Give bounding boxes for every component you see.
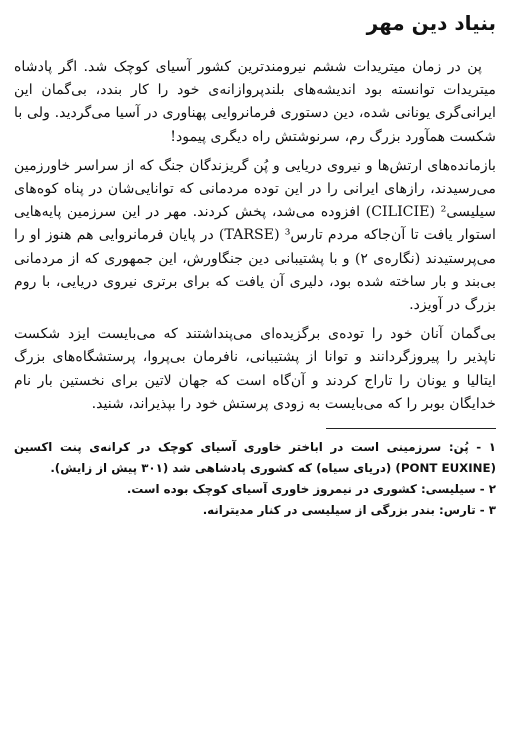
footnote-3: ۳ - تارس: بندر بزرگی از سیلیسی در کنار مدیترانه.: [202, 503, 496, 518]
body-text: [14, 56, 496, 416]
footnote-1: ۱ - پُن: سرزمینی است در اباختر خاوری آسیای کوچک در کرانه‌ی پنت اکسین (PONT EUXINE) (دریای سیاه) که کشوری پادشاهی شد (۳۰۱ پیش از زایش).: [14, 440, 496, 476]
footnote-divider: [326, 428, 496, 429]
footnotes: [14, 437, 496, 521]
paragraph-2: بازمانده‌های ارتش‌ها و نیروی دریایی و پُن گریزندگان جنگ که از سراسر خاورزمین می‌رسیدند، رازهای ایرانی را در این توده مردمانی که توانایی‌شان در پناه کوه‌های سیلیسی² (CILICIE) افزوده می‌شد، پخش کردند. مهر در این سرزمین پایه‌هایی استوار یافت تا آن‌جاکه مردم تارس³ (TARSE) در پایان فرمانروایی هم هنوز او را می‌پرستیدند (نگاره‌ی ۲) و با پشتیبانی دین جنگاورش، این جمهوری که از مردمانی بی‌بند و بار ساخته شده بود، دلیری آن یافت که برای برتری نیروی دریایی، با روم بزرگ در آویزد.: [14, 157, 497, 314]
page-title: بنیاد دین مهر: [366, 11, 496, 35]
footnote-2: ۲ - سیلیسی: کشوری در نیمروز خاوری آسیای کوچک بوده است.: [126, 482, 496, 497]
paragraph-1: پن در زمان میتریدات ششم نیرومندترین کشور آسیای کوچک شد. اگر پادشاه میتریدات توانسته بود اندیشه‌های بلندپروازانه‌ی خود را کار بندد، بی‌گمان این ایرانی‌گری یونانی شده، دین دستوری فرمانروایی پهناوری در آسیا می‌گردید. ولی با شکست همآورد بزرگ رم، سرنوشتش راه دیگری پیمود!: [14, 59, 496, 145]
paragraph-3: بی‌گمان آنان خود را توده‌ی برگزیده‌ای می‌پنداشتند که می‌بایست ایزد شکست ناپذیر را پیروزگردانند و توانا از پشتیبانی، نافرمان بی‌پروا، پرستشگاه‌های بزرگ ایتالیا و یونان را تاراج کردند و آن‌گاه است که جهان لاتین برای نخستین بار نام خدایگان بوبر را که می‌بایست به زودی پرستش خود را بپذیراند، شنید.: [14, 326, 496, 412]
